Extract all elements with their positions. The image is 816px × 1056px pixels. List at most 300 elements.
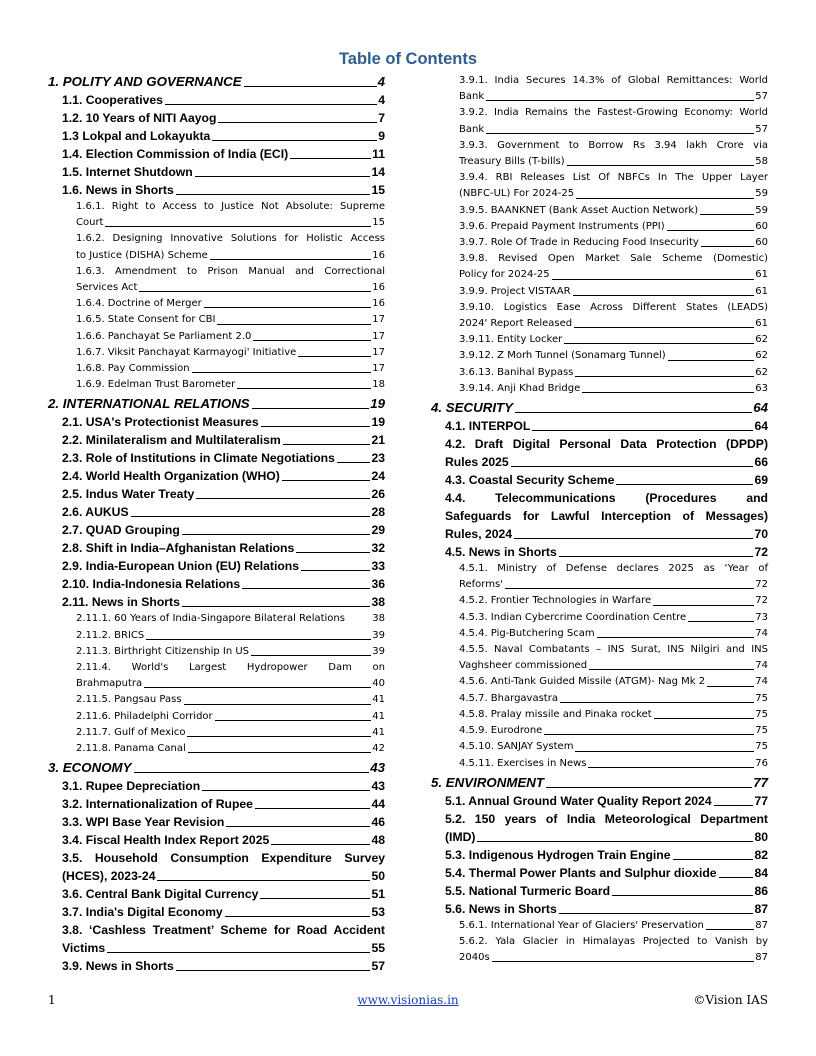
toc-page-number: 14	[371, 165, 385, 179]
toc-entry-row	[459, 918, 768, 934]
toc-entry[interactable]	[48, 231, 385, 263]
toc-entry-title: (IMD)	[445, 829, 476, 844]
toc-entry-row	[459, 332, 768, 348]
toc-leader-line	[492, 961, 755, 962]
toc-page-number: 32	[371, 541, 385, 556]
toc-entry-row	[62, 777, 385, 795]
toc-leader-line	[564, 343, 754, 344]
toc-page-number: 19	[371, 415, 385, 430]
toc-page-number: 38	[371, 595, 385, 610]
toc-entry[interactable]	[431, 774, 768, 792]
toc-entry-line: 5.2. 150 years of India Meteorological Department	[445, 811, 768, 826]
toc-entry-row	[62, 449, 385, 467]
toc-entry[interactable]	[431, 105, 768, 137]
toc-entry-title: 1.6.8. Pay Commission	[76, 363, 190, 375]
toc-page-number: 60	[755, 237, 768, 249]
toc-entry[interactable]	[48, 163, 385, 181]
toc-entry[interactable]	[48, 813, 385, 831]
toc-entry-title: 3.9.14. Anji Khad Bridge	[459, 382, 581, 394]
toc-page-number: 57	[755, 91, 768, 103]
toc-page-number: 86	[754, 883, 768, 898]
toc-entry[interactable]	[431, 417, 768, 435]
toc-page-number: 9	[378, 129, 385, 143]
toc-entry-row	[459, 381, 768, 397]
toc-page-number: 15	[372, 217, 385, 229]
toc-leader-line	[298, 356, 371, 357]
toc-leader-line	[559, 556, 754, 557]
toc-page-number: 62	[755, 334, 768, 346]
toc-entry-row	[62, 813, 385, 831]
toc-entry-row	[445, 792, 768, 810]
toc-leader-line	[337, 462, 371, 463]
toc-leader-line	[612, 895, 753, 896]
toc-page-number: 55	[371, 941, 385, 956]
toc-leader-line	[212, 140, 377, 141]
toc-entry[interactable]	[431, 593, 768, 609]
toc-entry[interactable]	[431, 846, 768, 864]
toc-entry-title: 1.5. Internet Shutdown	[62, 165, 193, 179]
toc-entry-row	[445, 828, 768, 846]
toc-leader-line	[144, 687, 371, 688]
toc-entry-row	[62, 521, 385, 539]
toc-entry[interactable]	[48, 795, 385, 813]
toc-entry[interactable]	[431, 864, 768, 882]
toc-entry-title: 2.11.7. Gulf of Mexico	[76, 726, 186, 738]
toc-entry[interactable]	[48, 264, 385, 296]
toc-page-number: 72	[754, 545, 768, 560]
toc-leader-line	[165, 104, 377, 105]
toc-entry-row	[62, 163, 385, 181]
toc-entry-title: 4.5.9. Eurodrone	[459, 725, 543, 737]
toc-leader-line	[271, 844, 370, 845]
toc-entry[interactable]	[431, 235, 768, 251]
toc-leader-line	[237, 388, 371, 389]
toc-entry-row	[459, 316, 768, 332]
toc-entry[interactable]	[48, 660, 385, 692]
toc-page-number: 44	[371, 797, 385, 812]
toc-entry[interactable]	[431, 348, 768, 364]
toc-entry-row	[76, 280, 385, 296]
toc-entry[interactable]	[431, 332, 768, 348]
toc-leader-line	[505, 588, 754, 589]
toc-entry[interactable]	[48, 741, 385, 757]
toc-leader-line	[176, 194, 371, 195]
toc-entry-title: 3.9.9. Project VISTAAR	[459, 285, 571, 297]
toc-entry-row	[459, 756, 768, 772]
toc-entry[interactable]	[48, 777, 385, 795]
toc-entry-title: 2. INTERNATIONAL RELATIONS	[48, 396, 250, 412]
toc-entry[interactable]	[431, 251, 768, 283]
toc-entry-row	[62, 145, 385, 163]
toc-entry-title: Reforms'	[459, 579, 503, 591]
toc-entry-row	[445, 525, 768, 543]
toc-entry[interactable]	[431, 610, 768, 626]
toc-entry-row	[459, 707, 768, 723]
toc-page-number: 74	[755, 627, 768, 639]
toc-entry[interactable]	[48, 725, 385, 741]
toc-page-number: 24	[371, 469, 385, 484]
toc-page-number: 48	[371, 833, 385, 848]
toc-entry-row	[76, 296, 385, 312]
toc-leader-line	[546, 787, 752, 788]
toc-entry-title: 1.6.7. Viksit Panchayat Karmayogi' Initiative	[76, 346, 297, 358]
toc-page-number: 4	[377, 74, 385, 89]
toc-entry[interactable]	[48, 957, 385, 975]
toc-page-number: 75	[755, 741, 768, 753]
toc-entry[interactable]	[48, 377, 385, 393]
toc-leader-line	[301, 570, 370, 571]
toc-entry-line: 4.5.5. Naval Combatants – INS Surat, INS Nilgiri and INS	[459, 644, 768, 656]
toc-leader-line	[261, 426, 371, 427]
toc-entry-row	[48, 759, 385, 777]
toc-entry-title: (HCES), 2023-24	[62, 869, 156, 884]
toc-entry-title: Policy for 2024-25	[459, 269, 550, 281]
toc-entry-row	[62, 957, 385, 975]
toc-leader-line	[182, 534, 371, 535]
toc-page-number: 41	[372, 710, 385, 722]
toc-entry-row	[445, 543, 768, 561]
toc-page-number: 75	[755, 708, 768, 720]
toc-leader-line	[184, 704, 372, 705]
toc-entry[interactable]	[431, 739, 768, 755]
toc-entry[interactable]	[431, 471, 768, 489]
toc-leader-line	[667, 230, 755, 231]
toc-entry-row	[445, 864, 768, 882]
toc-leader-line	[653, 605, 754, 606]
toc-entry-title: Brahmaputra	[76, 678, 143, 690]
toc-entry-title: 2.11.1. 60 Years of India-Singapore Bilateral Relations	[76, 613, 345, 625]
toc-entry-row	[76, 628, 385, 644]
toc-entry-row	[445, 846, 768, 864]
toc-entry[interactable]	[48, 628, 385, 644]
toc-entry[interactable]	[431, 900, 768, 918]
toc-entry-title: 1.6.9. Edelman Trust Barometer	[76, 379, 236, 391]
toc-leader-line	[532, 430, 753, 431]
toc-entry[interactable]	[48, 345, 385, 361]
toc-page-number: 39	[372, 629, 385, 641]
toc-entry-title: 1.6.5. State Consent for CBI	[76, 314, 216, 326]
toc-entry-row	[76, 215, 385, 231]
footer-copyright: ©Vision IAS	[693, 993, 768, 1007]
toc-entry[interactable]	[48, 557, 385, 575]
toc-entry[interactable]	[48, 539, 385, 557]
toc-entry-title: 1. POLITY AND GOVERNANCE	[48, 74, 242, 89]
toc-entry-line: 3.9.8. Revised Open Market Sale Scheme (Domestic)	[459, 253, 768, 265]
toc-leader-line	[290, 158, 371, 159]
toc-entry[interactable]	[48, 127, 385, 145]
toc-entry[interactable]	[48, 611, 385, 627]
toc-page-number: 28	[371, 505, 385, 520]
toc-page-number: 57	[755, 123, 768, 135]
toc-leader-line	[544, 734, 754, 735]
toc-leader-line	[673, 859, 754, 860]
toc-entry-title: 4.5.2. Frontier Technologies in Warfare	[459, 595, 652, 607]
toc-page-number: 26	[371, 487, 385, 502]
toc-page-number: 7	[378, 111, 385, 125]
toc-entry[interactable]	[431, 138, 768, 170]
toc-entry[interactable]	[48, 831, 385, 849]
toc-page-number: 64	[754, 419, 768, 434]
toc-entry[interactable]	[48, 593, 385, 611]
toc-page-number: 43	[371, 779, 385, 794]
toc-leader-line	[187, 736, 371, 737]
toc-entry-title: 2.10. India-Indonesia Relations	[62, 577, 241, 592]
toc-entry[interactable]	[431, 691, 768, 707]
toc-page-number: 87	[755, 919, 768, 931]
toc-entry-title: 4.5. News in Shorts	[445, 545, 557, 560]
toc-entry-title: 3.9.6. Prepaid Payment Instruments (PPI)	[459, 220, 665, 232]
toc-entry[interactable]	[48, 903, 385, 921]
toc-entry-row	[62, 593, 385, 611]
toc-entry-title: Court	[76, 217, 104, 229]
toc-leader-line	[215, 720, 372, 721]
toc-leader-line	[260, 898, 370, 899]
toc-entry-title: 3.1. Rupee Depreciation	[62, 779, 201, 794]
toc-entry-title: 4.5.11. Exercises in News	[459, 757, 587, 769]
toc-entry[interactable]	[431, 219, 768, 235]
toc-entry[interactable]	[48, 921, 385, 957]
toc-entry-title: 4.5.6. Anti-Tank Guided Missile (ATGM)- Nag Mk 2	[459, 676, 706, 688]
toc-entry-title: 5.5. National Turmeric Board	[445, 883, 611, 898]
toc-entry-title: 4.1. INTERPOL	[445, 419, 531, 434]
toc-entry-title: 3.4. Fiscal Health Index Report 2025	[62, 833, 270, 848]
toc-entry[interactable]	[48, 709, 385, 725]
toc-entry-row	[76, 676, 385, 692]
toc-entry-title: 2.5. Indus Water Treaty	[62, 487, 195, 502]
toc-entry-row	[76, 329, 385, 345]
toc-entry-row	[48, 395, 385, 413]
toc-entry-title: Services Act	[76, 282, 138, 294]
toc-entry-row	[445, 882, 768, 900]
toc-entry-title: 2.9. India-European Union (EU) Relations	[62, 559, 300, 574]
toc-page-number: 80	[754, 829, 768, 844]
toc-page-number: 69	[754, 473, 768, 488]
toc-entry-row	[459, 577, 768, 593]
toc-leader-line	[139, 291, 371, 292]
toc-entry-line: 2.11.4. World's Largest Hydropower Dam on	[76, 662, 385, 674]
toc-entry-title: 3.6. Central Bank Digital Currency	[62, 887, 259, 902]
toc-entry-row	[459, 219, 768, 235]
toc-entry[interactable]	[431, 674, 768, 690]
toc-entry[interactable]	[431, 792, 768, 810]
toc-entry[interactable]	[48, 521, 385, 539]
footer-website-link[interactable]: www.visionias.in	[357, 993, 459, 1007]
toc-entry-title: 3.3. WPI Base Year Revision	[62, 815, 225, 830]
toc-page-number: 84	[754, 865, 768, 880]
toc-page-number: 61	[755, 269, 768, 281]
toc-entry[interactable]	[48, 849, 385, 885]
toc-leader-line	[486, 133, 754, 134]
toc-entry-title: 5.1. Annual Ground Water Quality Report 2024	[445, 793, 712, 808]
toc-leader-line	[217, 324, 371, 325]
toc-entry[interactable]	[431, 489, 768, 543]
toc-leader-line	[253, 340, 371, 341]
toc-entry-line: 3.9.3. Government to Borrow Rs 3.94 lakh Crore via	[459, 139, 768, 151]
toc-leader-line	[559, 913, 754, 914]
toc-entry[interactable]	[48, 145, 385, 163]
page-title: Table of Contents	[338, 50, 478, 68]
toc-entry[interactable]	[431, 73, 768, 105]
toc-entry-title: 2024' Report Released	[459, 318, 573, 330]
toc-page-number: 17	[372, 330, 385, 342]
toc-entry[interactable]	[48, 503, 385, 521]
toc-entry-row	[62, 109, 385, 127]
toc-leader-line	[573, 295, 755, 296]
toc-entry-row	[76, 312, 385, 328]
toc-entry[interactable]	[48, 449, 385, 467]
toc-entry[interactable]	[431, 435, 768, 471]
toc-entry[interactable]	[431, 170, 768, 202]
toc-page-number: 87	[754, 901, 768, 916]
toc-entry-title: 1.2. 10 Years of NITI Aayog	[62, 111, 217, 125]
toc-leader-line	[574, 327, 754, 328]
toc-page-number: 61	[755, 318, 768, 330]
toc-leader-line	[252, 408, 370, 409]
toc-entry[interactable]	[431, 284, 768, 300]
toc-entry[interactable]	[431, 543, 768, 561]
toc-leader-line	[515, 412, 752, 413]
toc-leader-line	[576, 198, 754, 199]
toc-entry-row	[459, 348, 768, 364]
toc-page-number: 75	[755, 692, 768, 704]
toc-entry-title: 4.3. Coastal Security Scheme	[445, 473, 615, 488]
toc-leader-line	[616, 484, 753, 485]
toc-entry[interactable]	[431, 381, 768, 397]
toc-leader-line	[688, 621, 754, 622]
toc-entry-title: (NBFC-UL) For 2024-25	[459, 188, 575, 200]
toc-entry[interactable]	[48, 199, 385, 231]
toc-entry-title: 2.11.8. Panama Canal	[76, 743, 186, 755]
toc-page-number: 50	[371, 869, 385, 884]
toc-entry[interactable]	[431, 723, 768, 739]
toc-entry[interactable]	[431, 399, 768, 417]
toc-leader-line	[202, 790, 370, 791]
toc-entry-line: 3.5. Household Consumption Expenditure Survey	[62, 851, 385, 866]
toc-page-number: 38	[372, 613, 385, 625]
toc-leader-line	[131, 516, 371, 517]
toc-leader-line	[588, 767, 754, 768]
toc-leader-line	[195, 176, 371, 177]
toc-entry[interactable]	[431, 642, 768, 674]
toc-entry[interactable]	[48, 692, 385, 708]
toc-page-number: 41	[372, 726, 385, 738]
toc-entry[interactable]	[48, 109, 385, 127]
toc-leader-line	[560, 702, 754, 703]
toc-entry[interactable]	[431, 934, 768, 966]
toc-entry[interactable]	[431, 626, 768, 642]
toc-entry-row	[431, 399, 768, 417]
toc-entry-title: 2.11.2. BRICS	[76, 629, 145, 641]
toc-entry-row	[62, 885, 385, 903]
toc-entry[interactable]	[431, 203, 768, 219]
toc-entry[interactable]	[48, 885, 385, 903]
toc-entry[interactable]	[431, 882, 768, 900]
toc-leader-line	[701, 246, 754, 247]
toc-page-number: 46	[371, 815, 385, 830]
toc-entry[interactable]	[431, 810, 768, 846]
toc-entry-title: 4.5.8. Pralay missile and Pinaka rocket	[459, 708, 652, 720]
toc-entry-row	[445, 417, 768, 435]
toc-page-number: 72	[755, 595, 768, 607]
toc-entry-row	[76, 248, 385, 264]
toc-entry[interactable]	[48, 431, 385, 449]
toc-leader-line	[255, 808, 370, 809]
toc-entry-title: 4.5.10. SANJAY System	[459, 741, 574, 753]
toc-entry-line: 4.2. Draft Digital Personal Data Protection (DPDP)	[445, 437, 768, 452]
toc-entry-title: 3.9.11. Entity Locker	[459, 334, 563, 346]
toc-page-number: 72	[755, 579, 768, 591]
toc-entry[interactable]	[431, 300, 768, 332]
toc-entry-title: 2.8. Shift in India–Afghanistan Relations	[62, 541, 295, 556]
toc-entry-title: 3. ECONOMY	[48, 760, 132, 776]
toc-entry[interactable]	[431, 365, 768, 381]
toc-entry[interactable]	[48, 485, 385, 503]
toc-entry[interactable]	[431, 918, 768, 934]
toc-leader-line	[176, 970, 371, 971]
toc-entry-row	[459, 186, 768, 202]
toc-page-number: 57	[371, 959, 385, 974]
toc-page-number: 43	[370, 760, 385, 776]
toc-entry-title: 1.6.6. Panchayat Se Parliament 2.0	[76, 330, 252, 342]
toc-entry[interactable]	[431, 707, 768, 723]
toc-leader-line	[226, 826, 370, 827]
toc-entry[interactable]	[48, 575, 385, 593]
toc-entry[interactable]	[48, 312, 385, 328]
toc-page-number: 76	[755, 757, 768, 769]
toc-entry[interactable]	[48, 413, 385, 431]
footer-page-number: 1	[48, 993, 56, 1007]
toc-leader-line	[283, 444, 371, 445]
toc-entry-title: 1.3 Lokpal and Lokayukta	[62, 129, 211, 143]
toc-page-number: 87	[755, 952, 768, 964]
toc-entry[interactable]	[48, 329, 385, 345]
toc-entry-title: 2.11.5. Pangsau Pass	[76, 694, 182, 706]
toc-entry-title: 1.6. News in Shorts	[62, 183, 174, 197]
toc-page-number: 16	[372, 298, 385, 310]
toc-leader-line	[552, 279, 755, 280]
toc-entry-row	[62, 431, 385, 449]
toc-entry-row	[459, 739, 768, 755]
toc-entry[interactable]	[48, 181, 385, 199]
toc-entry-row	[76, 377, 385, 393]
toc-entry[interactable]	[48, 467, 385, 485]
toc-entry[interactable]	[48, 73, 385, 91]
toc-entry-row	[445, 900, 768, 918]
toc-leader-line	[654, 718, 755, 719]
toc-leader-line	[188, 752, 372, 753]
toc-entry[interactable]	[48, 759, 385, 777]
toc-entry[interactable]	[48, 644, 385, 660]
toc-page-number: 17	[372, 363, 385, 375]
toc-leader-line	[719, 877, 754, 878]
toc-entry-title: Vaghsheer commissioned	[459, 660, 588, 672]
toc-entry[interactable]	[48, 91, 385, 109]
toc-entry[interactable]	[48, 361, 385, 377]
toc-entry[interactable]	[48, 395, 385, 413]
toc-entry-line: 1.6.2. Designing Innovative Solutions for Holistic Access	[76, 233, 385, 245]
toc-entry[interactable]	[431, 561, 768, 593]
toc-entry-row	[459, 674, 768, 690]
toc-entry-title: 1.1. Cooperatives	[62, 93, 163, 107]
toc-entry[interactable]	[48, 296, 385, 312]
toc-entry-title: 5.6. News in Shorts	[445, 901, 557, 916]
toc-entry-row	[459, 203, 768, 219]
toc-page-number: 18	[372, 379, 385, 391]
toc-entry[interactable]	[431, 756, 768, 772]
toc-page-number: 23	[371, 451, 385, 466]
toc-entry-row	[62, 867, 385, 885]
toc-page-number: 66	[754, 455, 768, 470]
